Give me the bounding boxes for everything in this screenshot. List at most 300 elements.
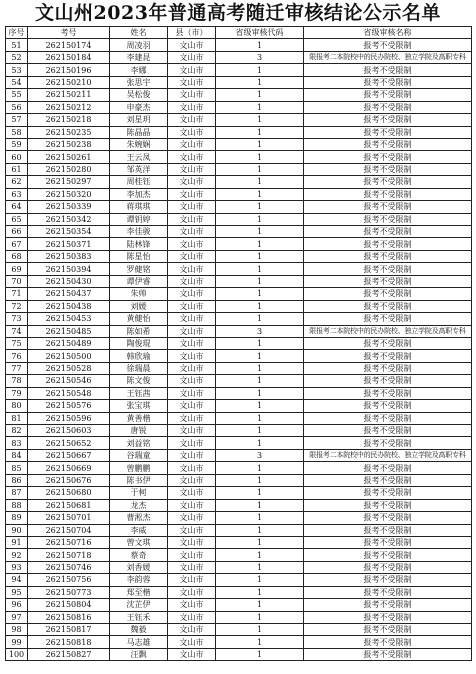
table-row bbox=[6, 449, 472, 461]
cell-exam-number: 262150210 bbox=[28, 76, 110, 88]
cell-review-code: 1 bbox=[216, 201, 304, 213]
cell-review-code: 1 bbox=[216, 263, 304, 275]
cell-index: 68 bbox=[6, 250, 28, 262]
cell-exam-number: 262150816 bbox=[28, 611, 110, 623]
cell-review-code: 1 bbox=[216, 39, 304, 51]
cell-county: 文山市 bbox=[168, 437, 216, 449]
cell-county: 文山市 bbox=[168, 300, 216, 312]
cell-exam-number: 262150235 bbox=[28, 126, 110, 138]
cell-review-code: 1 bbox=[216, 76, 304, 88]
table-row bbox=[6, 362, 472, 374]
cell-index: 58 bbox=[6, 126, 28, 138]
cell-review-result: 报考不受限制 bbox=[304, 499, 472, 511]
result-table bbox=[5, 26, 472, 661]
cell-review-code: 1 bbox=[216, 114, 304, 126]
cell-review-result: 报考不受限制 bbox=[304, 375, 472, 387]
table-row bbox=[6, 138, 472, 150]
cell-index: 80 bbox=[6, 400, 28, 412]
cell-review-code: 1 bbox=[216, 624, 304, 636]
cell-review-code: 1 bbox=[216, 437, 304, 449]
cell-review-code: 1 bbox=[216, 561, 304, 573]
cell-index: 72 bbox=[6, 300, 28, 312]
cell-index: 66 bbox=[6, 226, 28, 238]
cell-review-result: 报考不受限制 bbox=[304, 549, 472, 561]
table-row bbox=[6, 126, 472, 138]
table-row bbox=[6, 39, 472, 51]
cell-review-result: 限报考二本院校中的民办院校、独立学院及高职专科 bbox=[304, 51, 472, 63]
cell-index: 71 bbox=[6, 288, 28, 300]
cell-review-result: 报考不受限制 bbox=[304, 250, 472, 262]
cell-review-result: 报考不受限制 bbox=[304, 599, 472, 611]
cell-county: 文山市 bbox=[168, 250, 216, 262]
cell-exam-number: 262150773 bbox=[28, 586, 110, 598]
table-row bbox=[6, 151, 472, 163]
cell-exam-number: 262150681 bbox=[28, 499, 110, 511]
cell-name: 唐锐 bbox=[110, 425, 168, 437]
cell-name: 徐瑞晨 bbox=[110, 362, 168, 374]
cell-county: 文山市 bbox=[168, 51, 216, 63]
cell-review-code: 1 bbox=[216, 499, 304, 511]
cell-review-result: 报考不受限制 bbox=[304, 126, 472, 138]
cell-index: 57 bbox=[6, 114, 28, 126]
cell-exam-number: 262150218 bbox=[28, 114, 110, 126]
cell-exam-number: 262150804 bbox=[28, 599, 110, 611]
cell-review-code: 1 bbox=[216, 226, 304, 238]
cell-index: 55 bbox=[6, 89, 28, 101]
cell-review-result: 报考不受限制 bbox=[304, 574, 472, 586]
cell-review-result: 报考不受限制 bbox=[304, 263, 472, 275]
cell-exam-number: 262150756 bbox=[28, 574, 110, 586]
cell-index: 87 bbox=[6, 487, 28, 499]
cell-review-code: 1 bbox=[216, 549, 304, 561]
table-row bbox=[6, 176, 472, 188]
cell-name: 马志雄 bbox=[110, 636, 168, 648]
table-header-row bbox=[6, 27, 472, 39]
column-header-index: 序号 bbox=[6, 27, 28, 39]
cell-county: 文山市 bbox=[168, 188, 216, 200]
cell-exam-number: 262150238 bbox=[28, 138, 110, 150]
cell-index: 73 bbox=[6, 313, 28, 325]
cell-review-code: 1 bbox=[216, 101, 304, 113]
table-row bbox=[6, 474, 472, 486]
cell-exam-number: 262150297 bbox=[28, 176, 110, 188]
cell-name: 李韵蓉 bbox=[110, 574, 168, 586]
table-row bbox=[6, 89, 472, 101]
table-row bbox=[6, 238, 472, 250]
cell-index: 98 bbox=[6, 624, 28, 636]
cell-name: 郑至楷 bbox=[110, 586, 168, 598]
cell-county: 文山市 bbox=[168, 201, 216, 213]
cell-review-result: 报考不受限制 bbox=[304, 89, 472, 101]
table-row bbox=[6, 337, 472, 349]
cell-name: 蔡奇 bbox=[110, 549, 168, 561]
cell-exam-number: 262150453 bbox=[28, 313, 110, 325]
cell-index: 86 bbox=[6, 474, 28, 486]
cell-county: 文山市 bbox=[168, 412, 216, 424]
cell-county: 文山市 bbox=[168, 574, 216, 586]
cell-review-result: 限报考二本院校中的民办院校、独立学院及高职专科 bbox=[304, 325, 472, 337]
cell-county: 文山市 bbox=[168, 76, 216, 88]
cell-review-code: 1 bbox=[216, 238, 304, 250]
cell-name: 魏毅 bbox=[110, 624, 168, 636]
cell-county: 文山市 bbox=[168, 648, 216, 660]
table-row bbox=[6, 648, 472, 660]
cell-county: 文山市 bbox=[168, 499, 216, 511]
cell-index: 74 bbox=[6, 325, 28, 337]
cell-name: 刘媛 bbox=[110, 300, 168, 312]
table-row bbox=[6, 226, 472, 238]
table-row bbox=[6, 275, 472, 287]
cell-county: 文山市 bbox=[168, 586, 216, 598]
cell-exam-number: 262150818 bbox=[28, 636, 110, 648]
cell-county: 文山市 bbox=[168, 462, 216, 474]
table-row bbox=[6, 350, 472, 362]
cell-name: 周桂钰 bbox=[110, 176, 168, 188]
cell-exam-number: 262150438 bbox=[28, 300, 110, 312]
cell-index: 95 bbox=[6, 586, 28, 598]
cell-review-result: 报考不受限制 bbox=[304, 425, 472, 437]
cell-name: 蒋琪琪 bbox=[110, 201, 168, 213]
cell-index: 63 bbox=[6, 188, 28, 200]
cell-county: 文山市 bbox=[168, 176, 216, 188]
cell-review-code: 1 bbox=[216, 151, 304, 163]
cell-county: 文山市 bbox=[168, 449, 216, 461]
cell-name: 陈书伊 bbox=[110, 474, 168, 486]
table-row bbox=[6, 163, 472, 175]
cell-name: 王钰禾 bbox=[110, 611, 168, 623]
cell-index: 53 bbox=[6, 64, 28, 76]
table-row bbox=[6, 524, 472, 536]
cell-county: 文山市 bbox=[168, 636, 216, 648]
cell-index: 76 bbox=[6, 350, 28, 362]
cell-index: 96 bbox=[6, 599, 28, 611]
cell-index: 67 bbox=[6, 238, 28, 250]
cell-name: 吴松俊 bbox=[110, 89, 168, 101]
table-row bbox=[6, 561, 472, 573]
cell-index: 69 bbox=[6, 263, 28, 275]
table-row bbox=[6, 499, 472, 511]
cell-name: 黄健怡 bbox=[110, 313, 168, 325]
cell-name: 于柯 bbox=[110, 487, 168, 499]
table-row bbox=[6, 599, 472, 611]
cell-county: 文山市 bbox=[168, 611, 216, 623]
cell-review-result: 报考不受限制 bbox=[304, 151, 472, 163]
cell-review-code: 1 bbox=[216, 275, 304, 287]
cell-review-code: 1 bbox=[216, 213, 304, 225]
cell-county: 文山市 bbox=[168, 126, 216, 138]
cell-exam-number: 262150320 bbox=[28, 188, 110, 200]
table-row bbox=[6, 288, 472, 300]
table-row bbox=[6, 512, 472, 524]
cell-name: 谭伊睿 bbox=[110, 275, 168, 287]
page-title: 文山州2023年普通高考随迁审核结论公示名单 bbox=[35, 2, 441, 24]
cell-index: 54 bbox=[6, 76, 28, 88]
cell-county: 文山市 bbox=[168, 39, 216, 51]
cell-county: 文山市 bbox=[168, 325, 216, 337]
cell-exam-number: 262150603 bbox=[28, 425, 110, 437]
cell-review-result: 报考不受限制 bbox=[304, 611, 472, 623]
cell-review-code: 1 bbox=[216, 487, 304, 499]
cell-name: 沈芷伊 bbox=[110, 599, 168, 611]
cell-index: 64 bbox=[6, 201, 28, 213]
cell-review-result: 报考不受限制 bbox=[304, 624, 472, 636]
cell-index: 78 bbox=[6, 375, 28, 387]
cell-exam-number: 262150669 bbox=[28, 462, 110, 474]
cell-index: 90 bbox=[6, 524, 28, 536]
cell-review-code: 1 bbox=[216, 425, 304, 437]
cell-review-result: 报考不受限制 bbox=[304, 138, 472, 150]
cell-review-code: 1 bbox=[216, 512, 304, 524]
cell-review-result: 报考不受限制 bbox=[304, 39, 472, 51]
table-row bbox=[6, 114, 472, 126]
cell-review-result: 报考不受限制 bbox=[304, 201, 472, 213]
table-row bbox=[6, 76, 472, 88]
cell-name: 邹英洋 bbox=[110, 163, 168, 175]
cell-review-code: 1 bbox=[216, 313, 304, 325]
cell-exam-number: 262150817 bbox=[28, 624, 110, 636]
table-row bbox=[6, 412, 472, 424]
cell-index: 89 bbox=[6, 512, 28, 524]
cell-review-result: 报考不受限制 bbox=[304, 462, 472, 474]
cell-name: 李娜 bbox=[110, 64, 168, 76]
cell-county: 文山市 bbox=[168, 561, 216, 573]
table-row bbox=[6, 462, 472, 474]
table-row bbox=[6, 51, 472, 63]
cell-review-result: 报考不受限制 bbox=[304, 648, 472, 660]
cell-review-result: 报考不受限制 bbox=[304, 313, 472, 325]
cell-index: 92 bbox=[6, 549, 28, 561]
cell-review-code: 1 bbox=[216, 586, 304, 598]
table-row bbox=[6, 624, 472, 636]
table-body bbox=[6, 39, 472, 661]
cell-county: 文山市 bbox=[168, 425, 216, 437]
cell-review-code: 1 bbox=[216, 138, 304, 150]
cell-review-code: 1 bbox=[216, 350, 304, 362]
table-row bbox=[6, 536, 472, 548]
cell-name: 谷瑞童 bbox=[110, 449, 168, 461]
cell-review-code: 1 bbox=[216, 412, 304, 424]
cell-exam-number: 262150485 bbox=[28, 325, 110, 337]
cell-index: 61 bbox=[6, 163, 28, 175]
cell-index: 97 bbox=[6, 611, 28, 623]
cell-county: 文山市 bbox=[168, 350, 216, 362]
cell-name: 陈星怡 bbox=[110, 250, 168, 262]
cell-index: 52 bbox=[6, 51, 28, 63]
cell-name: 曹淞杰 bbox=[110, 512, 168, 524]
cell-review-code: 3 bbox=[216, 51, 304, 63]
cell-county: 文山市 bbox=[168, 337, 216, 349]
table-row bbox=[6, 636, 472, 648]
cell-review-result: 报考不受限制 bbox=[304, 300, 472, 312]
cell-name: 汪飘 bbox=[110, 648, 168, 660]
table-row bbox=[6, 611, 472, 623]
cell-exam-number: 262150500 bbox=[28, 350, 110, 362]
cell-review-code: 1 bbox=[216, 126, 304, 138]
table-row bbox=[6, 300, 472, 312]
cell-review-result: 报考不受限制 bbox=[304, 288, 472, 300]
cell-name: 陆林锋 bbox=[110, 238, 168, 250]
cell-review-code: 1 bbox=[216, 163, 304, 175]
cell-name: 陈文俊 bbox=[110, 375, 168, 387]
cell-county: 文山市 bbox=[168, 474, 216, 486]
cell-review-result: 报考不受限制 bbox=[304, 114, 472, 126]
cell-county: 文山市 bbox=[168, 213, 216, 225]
table-row bbox=[6, 375, 472, 387]
table-row bbox=[6, 101, 472, 113]
cell-name: 申豪杰 bbox=[110, 101, 168, 113]
cell-review-result: 报考不受限制 bbox=[304, 474, 472, 486]
cell-review-code: 3 bbox=[216, 325, 304, 337]
cell-county: 文山市 bbox=[168, 524, 216, 536]
cell-review-code: 1 bbox=[216, 288, 304, 300]
cell-review-code: 1 bbox=[216, 400, 304, 412]
cell-exam-number: 262150394 bbox=[28, 263, 110, 275]
cell-index: 84 bbox=[6, 449, 28, 461]
cell-review-result: 报考不受限制 bbox=[304, 536, 472, 548]
cell-review-code: 1 bbox=[216, 64, 304, 76]
cell-review-result: 报考不受限制 bbox=[304, 101, 472, 113]
cell-exam-number: 262150576 bbox=[28, 400, 110, 412]
cell-review-code: 1 bbox=[216, 574, 304, 586]
cell-index: 94 bbox=[6, 574, 28, 586]
cell-exam-number: 262150596 bbox=[28, 412, 110, 424]
cell-name: 陶俊琨 bbox=[110, 337, 168, 349]
cell-name: 刘益铭 bbox=[110, 437, 168, 449]
cell-name: 张思宇 bbox=[110, 76, 168, 88]
cell-exam-number: 262150354 bbox=[28, 226, 110, 238]
cell-county: 文山市 bbox=[168, 288, 216, 300]
cell-county: 文山市 bbox=[168, 275, 216, 287]
cell-exam-number: 262150489 bbox=[28, 337, 110, 349]
cell-review-code: 1 bbox=[216, 648, 304, 660]
cell-review-code: 1 bbox=[216, 375, 304, 387]
cell-name: 王钰茜 bbox=[110, 387, 168, 399]
cell-name: 刘香媛 bbox=[110, 561, 168, 573]
table-row bbox=[6, 549, 472, 561]
cell-exam-number: 262150676 bbox=[28, 474, 110, 486]
cell-name: 龙杰 bbox=[110, 499, 168, 511]
cell-review-result: 报考不受限制 bbox=[304, 188, 472, 200]
cell-review-code: 1 bbox=[216, 250, 304, 262]
cell-review-result: 报考不受限制 bbox=[304, 163, 472, 175]
cell-review-result: 报考不受限制 bbox=[304, 76, 472, 88]
cell-county: 文山市 bbox=[168, 362, 216, 374]
cell-county: 文山市 bbox=[168, 387, 216, 399]
cell-review-result: 报考不受限制 bbox=[304, 226, 472, 238]
cell-county: 文山市 bbox=[168, 101, 216, 113]
cell-review-code: 1 bbox=[216, 524, 304, 536]
cell-name: 曾鹏鹏 bbox=[110, 462, 168, 474]
cell-name: 罗健铭 bbox=[110, 263, 168, 275]
cell-review-result: 报考不受限制 bbox=[304, 213, 472, 225]
cell-exam-number: 262150701 bbox=[28, 512, 110, 524]
cell-index: 91 bbox=[6, 536, 28, 548]
cell-review-code: 1 bbox=[216, 300, 304, 312]
cell-review-code: 1 bbox=[216, 636, 304, 648]
table-row bbox=[6, 325, 472, 337]
table-row bbox=[6, 213, 472, 225]
cell-name: 李佳骏 bbox=[110, 226, 168, 238]
column-header-name: 姓名 bbox=[110, 27, 168, 39]
table-row bbox=[6, 387, 472, 399]
cell-index: 85 bbox=[6, 462, 28, 474]
cell-name: 曾文琪 bbox=[110, 536, 168, 548]
table-row bbox=[6, 400, 472, 412]
table-row bbox=[6, 437, 472, 449]
cell-index: 51 bbox=[6, 39, 28, 51]
cell-index: 100 bbox=[6, 648, 28, 660]
cell-review-code: 1 bbox=[216, 611, 304, 623]
cell-exam-number: 262150716 bbox=[28, 536, 110, 548]
cell-name: 李加杰 bbox=[110, 188, 168, 200]
cell-exam-number: 262150371 bbox=[28, 238, 110, 250]
cell-index: 93 bbox=[6, 561, 28, 573]
cell-review-result: 报考不受限制 bbox=[304, 524, 472, 536]
cell-exam-number: 262150437 bbox=[28, 288, 110, 300]
cell-review-result: 报考不受限制 bbox=[304, 64, 472, 76]
cell-review-code: 1 bbox=[216, 176, 304, 188]
cell-review-code: 1 bbox=[216, 599, 304, 611]
cell-exam-number: 262150261 bbox=[28, 151, 110, 163]
cell-exam-number: 262150652 bbox=[28, 437, 110, 449]
cell-exam-number: 262150174 bbox=[28, 39, 110, 51]
cell-county: 文山市 bbox=[168, 151, 216, 163]
cell-review-result: 报考不受限制 bbox=[304, 176, 472, 188]
cell-exam-number: 262150718 bbox=[28, 549, 110, 561]
cell-county: 文山市 bbox=[168, 114, 216, 126]
cell-exam-number: 262150548 bbox=[28, 387, 110, 399]
table-row bbox=[6, 201, 472, 213]
cell-review-code: 1 bbox=[216, 362, 304, 374]
cell-county: 文山市 bbox=[168, 599, 216, 611]
cell-county: 文山市 bbox=[168, 226, 216, 238]
cell-review-code: 3 bbox=[216, 449, 304, 461]
cell-exam-number: 262150342 bbox=[28, 213, 110, 225]
cell-review-result: 报考不受限制 bbox=[304, 238, 472, 250]
cell-exam-number: 262150196 bbox=[28, 64, 110, 76]
table-row bbox=[6, 487, 472, 499]
table-row bbox=[6, 574, 472, 586]
cell-index: 65 bbox=[6, 213, 28, 225]
cell-exam-number: 262150339 bbox=[28, 201, 110, 213]
cell-index: 70 bbox=[6, 275, 28, 287]
cell-review-code: 1 bbox=[216, 462, 304, 474]
cell-exam-number: 262150704 bbox=[28, 524, 110, 536]
cell-name: 陈晶晶 bbox=[110, 126, 168, 138]
cell-county: 文山市 bbox=[168, 624, 216, 636]
cell-exam-number: 262150184 bbox=[28, 51, 110, 63]
cell-review-code: 1 bbox=[216, 387, 304, 399]
cell-review-result: 报考不受限制 bbox=[304, 437, 472, 449]
cell-county: 文山市 bbox=[168, 487, 216, 499]
cell-index: 77 bbox=[6, 362, 28, 374]
cell-index: 60 bbox=[6, 151, 28, 163]
cell-county: 文山市 bbox=[168, 138, 216, 150]
table-row bbox=[6, 313, 472, 325]
cell-name: 黄善楷 bbox=[110, 412, 168, 424]
cell-name: 刘星玥 bbox=[110, 114, 168, 126]
cell-county: 文山市 bbox=[168, 238, 216, 250]
cell-review-code: 1 bbox=[216, 89, 304, 101]
cell-index: 82 bbox=[6, 425, 28, 437]
cell-review-result: 限报考二本院校中的民办院校、独立学院及高职专科 bbox=[304, 449, 472, 461]
cell-exam-number: 262150383 bbox=[28, 250, 110, 262]
cell-name: 朱帅 bbox=[110, 288, 168, 300]
cell-exam-number: 262150680 bbox=[28, 487, 110, 499]
cell-exam-number: 262150211 bbox=[28, 89, 110, 101]
cell-county: 文山市 bbox=[168, 375, 216, 387]
cell-index: 83 bbox=[6, 437, 28, 449]
